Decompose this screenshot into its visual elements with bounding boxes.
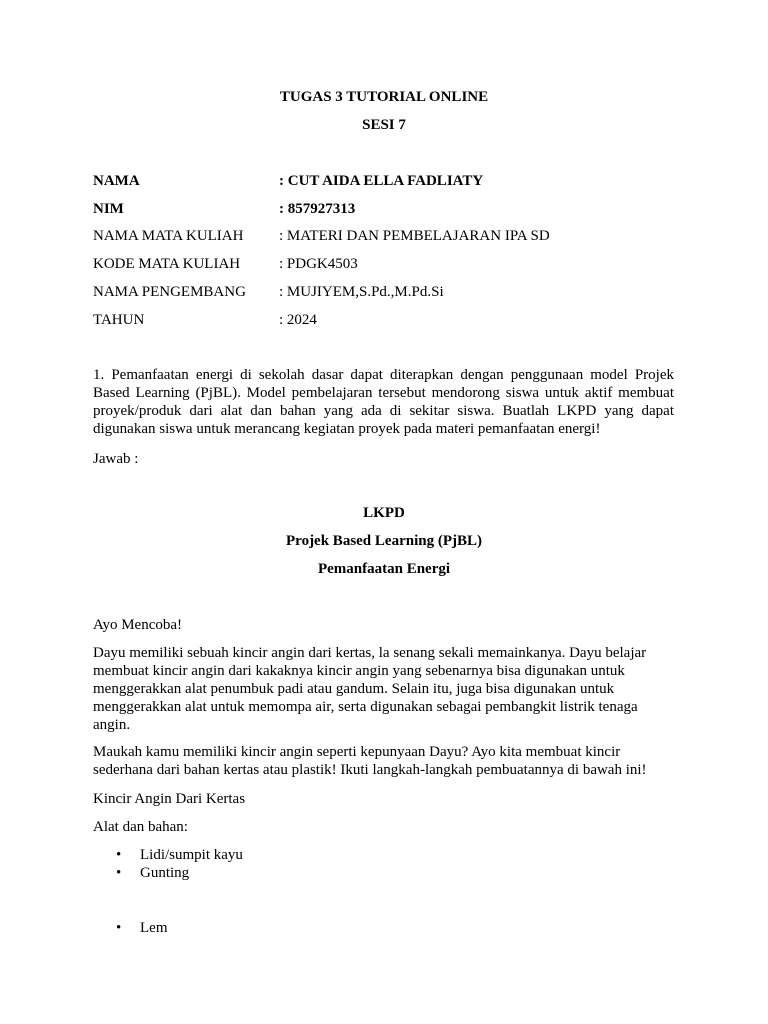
lkpd-heading: LKPD xyxy=(363,505,405,521)
invitation-paragraph xyxy=(93,743,674,779)
identity-label-nim: NIM xyxy=(93,201,124,217)
story-line: angin. xyxy=(93,717,131,733)
intro-text: Ayo Mencoba! xyxy=(93,617,183,633)
identity-value-course-code: : PDGK4503 xyxy=(279,256,358,272)
identity-value-developer: : MUJIYEM,S.Pd.,M.Pd.Si xyxy=(279,284,444,300)
invitation-line: Maukah kamu memiliki kincir angin seperti kepunyaan Dayu? Ayo kita membuat kincir xyxy=(93,744,621,760)
invitation-line: sederhana dari bahan kertas atau plastik! Ikuti langkah-langkah pembuatannya di bawah ini! xyxy=(93,762,647,778)
list-item: Gunting xyxy=(140,865,190,881)
lkpd-model: Projek Based Learning (PjBL) xyxy=(286,533,482,549)
identity-label-nama: NAMA xyxy=(93,173,140,189)
question-line: proyek/produk dari alat dan bahan yang ada di sekitar siswa. Buatlah LKPD yang dapat xyxy=(93,403,674,419)
question-paragraph xyxy=(93,366,674,438)
question-line: digunakan siswa untuk merancang kegiatan proyek pada materi pemanfaatan energi! xyxy=(93,421,601,437)
identity-value-year: : 2024 xyxy=(279,312,317,328)
identity-value-course-name: : MATERI DAN PEMBELAJARAN IPA SD xyxy=(279,228,550,244)
question-line: Based Learning (PjBL). Model pembelajaran tersebut mendorong siswa untuk aktif membuat xyxy=(93,385,674,401)
story-line: menggerakkan alat penumbuk padi atau gandum. Selain itu, juga bisa digunakan untuk xyxy=(93,681,615,697)
identity-label-developer: NAMA PENGEMBANG xyxy=(93,284,246,300)
identity-label-course-code: KODE MATA KULIAH xyxy=(93,256,241,272)
identity-label-year: TAHUN xyxy=(93,312,145,328)
story-paragraph xyxy=(93,644,674,734)
story-line: membuat kincir angin dari kakaknya kincir angin yang sebenarnya bisa digunakan untuk xyxy=(93,663,625,679)
document-title: TUGAS 3 TUTORIAL ONLINE xyxy=(279,89,489,105)
bullet-icon: • xyxy=(116,847,122,863)
answer-label: Jawab : xyxy=(93,451,139,467)
list-item: Lidi/sumpit kayu xyxy=(140,847,243,863)
identity-value-nama: : CUT AIDA ELLA FADLIATY xyxy=(279,173,484,189)
materials-label: Alat dan bahan: xyxy=(93,819,188,835)
identity-value-nim: : 857927313 xyxy=(279,201,356,217)
story-line: Dayu memiliki sebuah kincir angin dari kertas, la senang sekali memainkanya. Dayu belajar xyxy=(93,645,647,661)
story-line: menggerakkan alat untuk memompa air, serta digunakan sebagai pembangkit listrik tenaga xyxy=(93,699,638,715)
list-item: Lem xyxy=(140,920,168,936)
question-line: 1. Pemanfaatan energi di sekolah dasar dapat diterapkan dengan penggunaan model Projek xyxy=(93,367,674,383)
lkpd-topic: Pemanfaatan Energi xyxy=(317,561,451,577)
identity-label-course-name: NAMA MATA KULIAH xyxy=(93,228,244,244)
bullet-icon: • xyxy=(116,920,122,936)
bullet-icon: • xyxy=(116,865,122,881)
project-title: Kincir Angin Dari Kertas xyxy=(93,791,246,807)
document-subtitle: SESI 7 xyxy=(362,117,406,133)
